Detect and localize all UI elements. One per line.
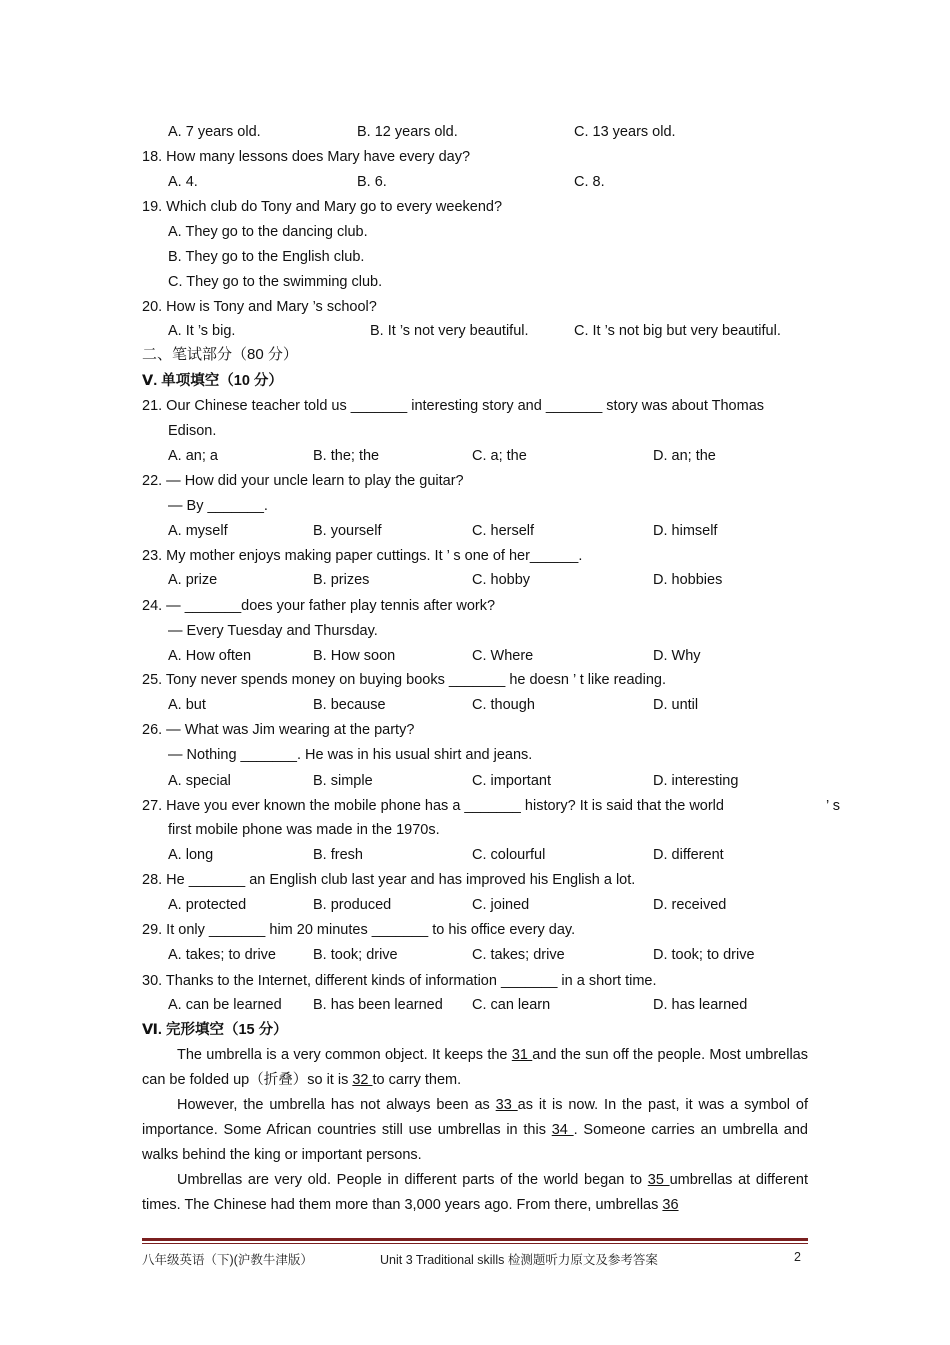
q25-stem: 25. Tony never spends money on buying books _______ he doesn ’ t like reading.	[142, 672, 666, 688]
q29-option-d: D. took; to drive	[653, 947, 755, 963]
q30-option-a: A. can be learned	[168, 997, 282, 1013]
q24-stem: 24. — _______does your father play tennis after work?	[142, 598, 496, 614]
q17-option-b: B. 12 years old.	[357, 124, 458, 140]
q22-option-b: B. yourself	[313, 523, 382, 539]
q24-option-b: B. How soon	[313, 648, 396, 664]
q24-stem-cont: — Every Tuesday and Thursday.	[168, 623, 378, 639]
footer-unit-title: Unit 3 Traditional skills 检测题听力原文及参考答案	[380, 1253, 658, 1267]
q27-option-a: A. long	[168, 847, 214, 863]
cloze-text: However, the umbrella has not always been as	[177, 1097, 496, 1113]
cloze-text: and the sun off the people. Most umbrellas can be folded up（折叠）so it is	[142, 1047, 808, 1088]
q22-option-c: C. herself	[472, 523, 535, 539]
q17-option-c: C. 13 years old.	[574, 124, 676, 140]
cloze-text: The umbrella is a very common object. It keeps the	[177, 1047, 512, 1063]
q21-option-a: A. an; a	[168, 448, 218, 464]
q19-stem: 19. Which club do Tony and Mary go to every weekend?	[142, 199, 503, 215]
q21-option-c: C. a; the	[472, 448, 527, 464]
q23-option-b: B. prizes	[313, 572, 370, 588]
cloze-text: as it is now. In the past, it was a symbol of importance. Some African countries still use umbrellas in this	[142, 1097, 808, 1138]
cloze-blank-34: 34	[551, 1122, 574, 1138]
cloze-passage	[142, 1043, 808, 1218]
q27-option-d: D. different	[653, 847, 724, 863]
q23-option-c: C. hobby	[472, 572, 531, 588]
q30-option-d: D. has learned	[653, 997, 748, 1013]
cloze-blank-33: 33	[495, 1097, 518, 1113]
q23-option-d: D. hobbies	[653, 572, 723, 588]
q30-stem: 30. Thanks to the Internet, different kinds of information _______ in a short time.	[142, 973, 657, 989]
q29-option-c: C. takes; drive	[472, 947, 565, 963]
q20-stem: 20. How is Tony and Mary ’s school?	[142, 299, 377, 315]
q18-option-b: B. 6.	[357, 174, 387, 190]
q26-option-a: A. special	[168, 773, 231, 789]
q19-option-c: C. They go to the swimming club.	[168, 274, 383, 290]
section-vi-title: Ⅵ. 完形填空（15 分）	[142, 1022, 288, 1038]
q18-option-a: A. 4.	[168, 174, 198, 190]
footer-rule-thin	[142, 1243, 808, 1244]
cloze-text: umbrellas at different times. The Chinese had them more than 3,000 years ago. From there, umbrellas	[142, 1172, 808, 1213]
q27-stem: 27. Have you ever known the mobile phone has a _______ history? It is said that the world	[142, 798, 724, 814]
q29-option-b: B. took; drive	[313, 947, 398, 963]
footer-rule	[142, 1238, 808, 1241]
q28-option-b: B. produced	[313, 897, 392, 913]
q27-option-b: B. fresh	[313, 847, 363, 863]
q20-option-c: C. It ’s not big but very beautiful.	[574, 323, 781, 339]
q28-option-d: D. received	[653, 897, 727, 913]
cloze-paragraph-2	[142, 1093, 808, 1168]
q27-stem-tail: ’ s	[826, 798, 840, 814]
q26-option-d: D. interesting	[653, 773, 739, 789]
q24-option-d: D. Why	[653, 648, 701, 664]
cloze-blank-36: 36	[662, 1197, 679, 1213]
footer-book-title: 八年级英语（下)(沪教牛津版）	[142, 1253, 313, 1267]
q19-option-b: B. They go to the English club.	[168, 249, 365, 265]
q26-option-c: C. important	[472, 773, 551, 789]
cloze-blank-31: 31	[511, 1047, 533, 1063]
section-v-title: Ⅴ. 单项填空（10 分）	[142, 373, 283, 389]
q19-option-a: A. They go to the dancing club.	[168, 224, 368, 240]
q28-stem: 28. He _______ an English club last year and has improved his English a lot.	[142, 872, 636, 888]
cloze-paragraph-1	[142, 1043, 808, 1093]
q25-option-d: D. until	[653, 697, 699, 713]
q23-stem: 23. My mother enjoys making paper cuttings. It ’ s one of her______.	[142, 548, 583, 564]
q21-stem: 21. Our Chinese teacher told us _______ interesting story and _______ story was about Thomas	[142, 398, 765, 414]
q30-option-c: C. can learn	[472, 997, 551, 1013]
section-written-title: 二、笔试部分（80 分）	[142, 346, 298, 363]
q24-option-c: C. Where	[472, 648, 534, 664]
q27-option-c: C. colourful	[472, 847, 546, 863]
q21-stem-cont: Edison.	[168, 423, 217, 439]
q28-option-c: C. joined	[472, 897, 530, 913]
cloze-text: Umbrellas are very old. People in different parts of the world began to	[177, 1172, 648, 1188]
q25-option-c: C. though	[472, 697, 535, 713]
q18-option-c: C. 8.	[574, 174, 605, 190]
q22-stem: 22. — How did your uncle learn to play the guitar?	[142, 473, 464, 489]
cloze-blank-35: 35	[647, 1172, 670, 1188]
q29-stem: 29. It only _______ him 20 minutes _______ to his office every day.	[142, 922, 576, 938]
cloze-paragraph-3	[142, 1168, 808, 1218]
q22-option-d: D. himself	[653, 523, 718, 539]
q20-option-a: A. It ’s big.	[168, 323, 236, 339]
q21-option-d: D. an; the	[653, 448, 716, 464]
q28-option-a: A. protected	[168, 897, 247, 913]
q25-option-a: A. but	[168, 697, 206, 713]
q20-option-b: B. It ’s not very beautiful.	[370, 323, 529, 339]
q26-option-b: B. simple	[313, 773, 373, 789]
q29-option-a: A. takes; to drive	[168, 947, 276, 963]
q24-option-a: A. How often	[168, 648, 252, 664]
q17-option-a: A. 7 years old.	[168, 124, 261, 140]
q22-option-a: A. myself	[168, 523, 228, 539]
cloze-blank-32: 32	[352, 1072, 373, 1088]
page-number: 2	[794, 1250, 801, 1264]
cloze-text: . Someone carries an umbrella and walks behind the king or important persons.	[142, 1122, 808, 1163]
q21-option-b: B. the; the	[313, 448, 380, 464]
q23-option-a: A. prize	[168, 572, 218, 588]
cloze-text: to carry them.	[372, 1072, 462, 1088]
q27-stem-cont: first mobile phone was made in the 1970s.	[168, 822, 440, 838]
q26-stem-cont: — Nothing _______. He was in his usual shirt and jeans.	[168, 747, 533, 763]
q26-stem: 26. — What was Jim wearing at the party?	[142, 722, 415, 738]
q25-option-b: B. because	[313, 697, 386, 713]
q30-option-b: B. has been learned	[313, 997, 443, 1013]
q18-stem: 18. How many lessons does Mary have every day?	[142, 149, 471, 165]
q22-stem-cont: — By _______.	[168, 498, 268, 514]
